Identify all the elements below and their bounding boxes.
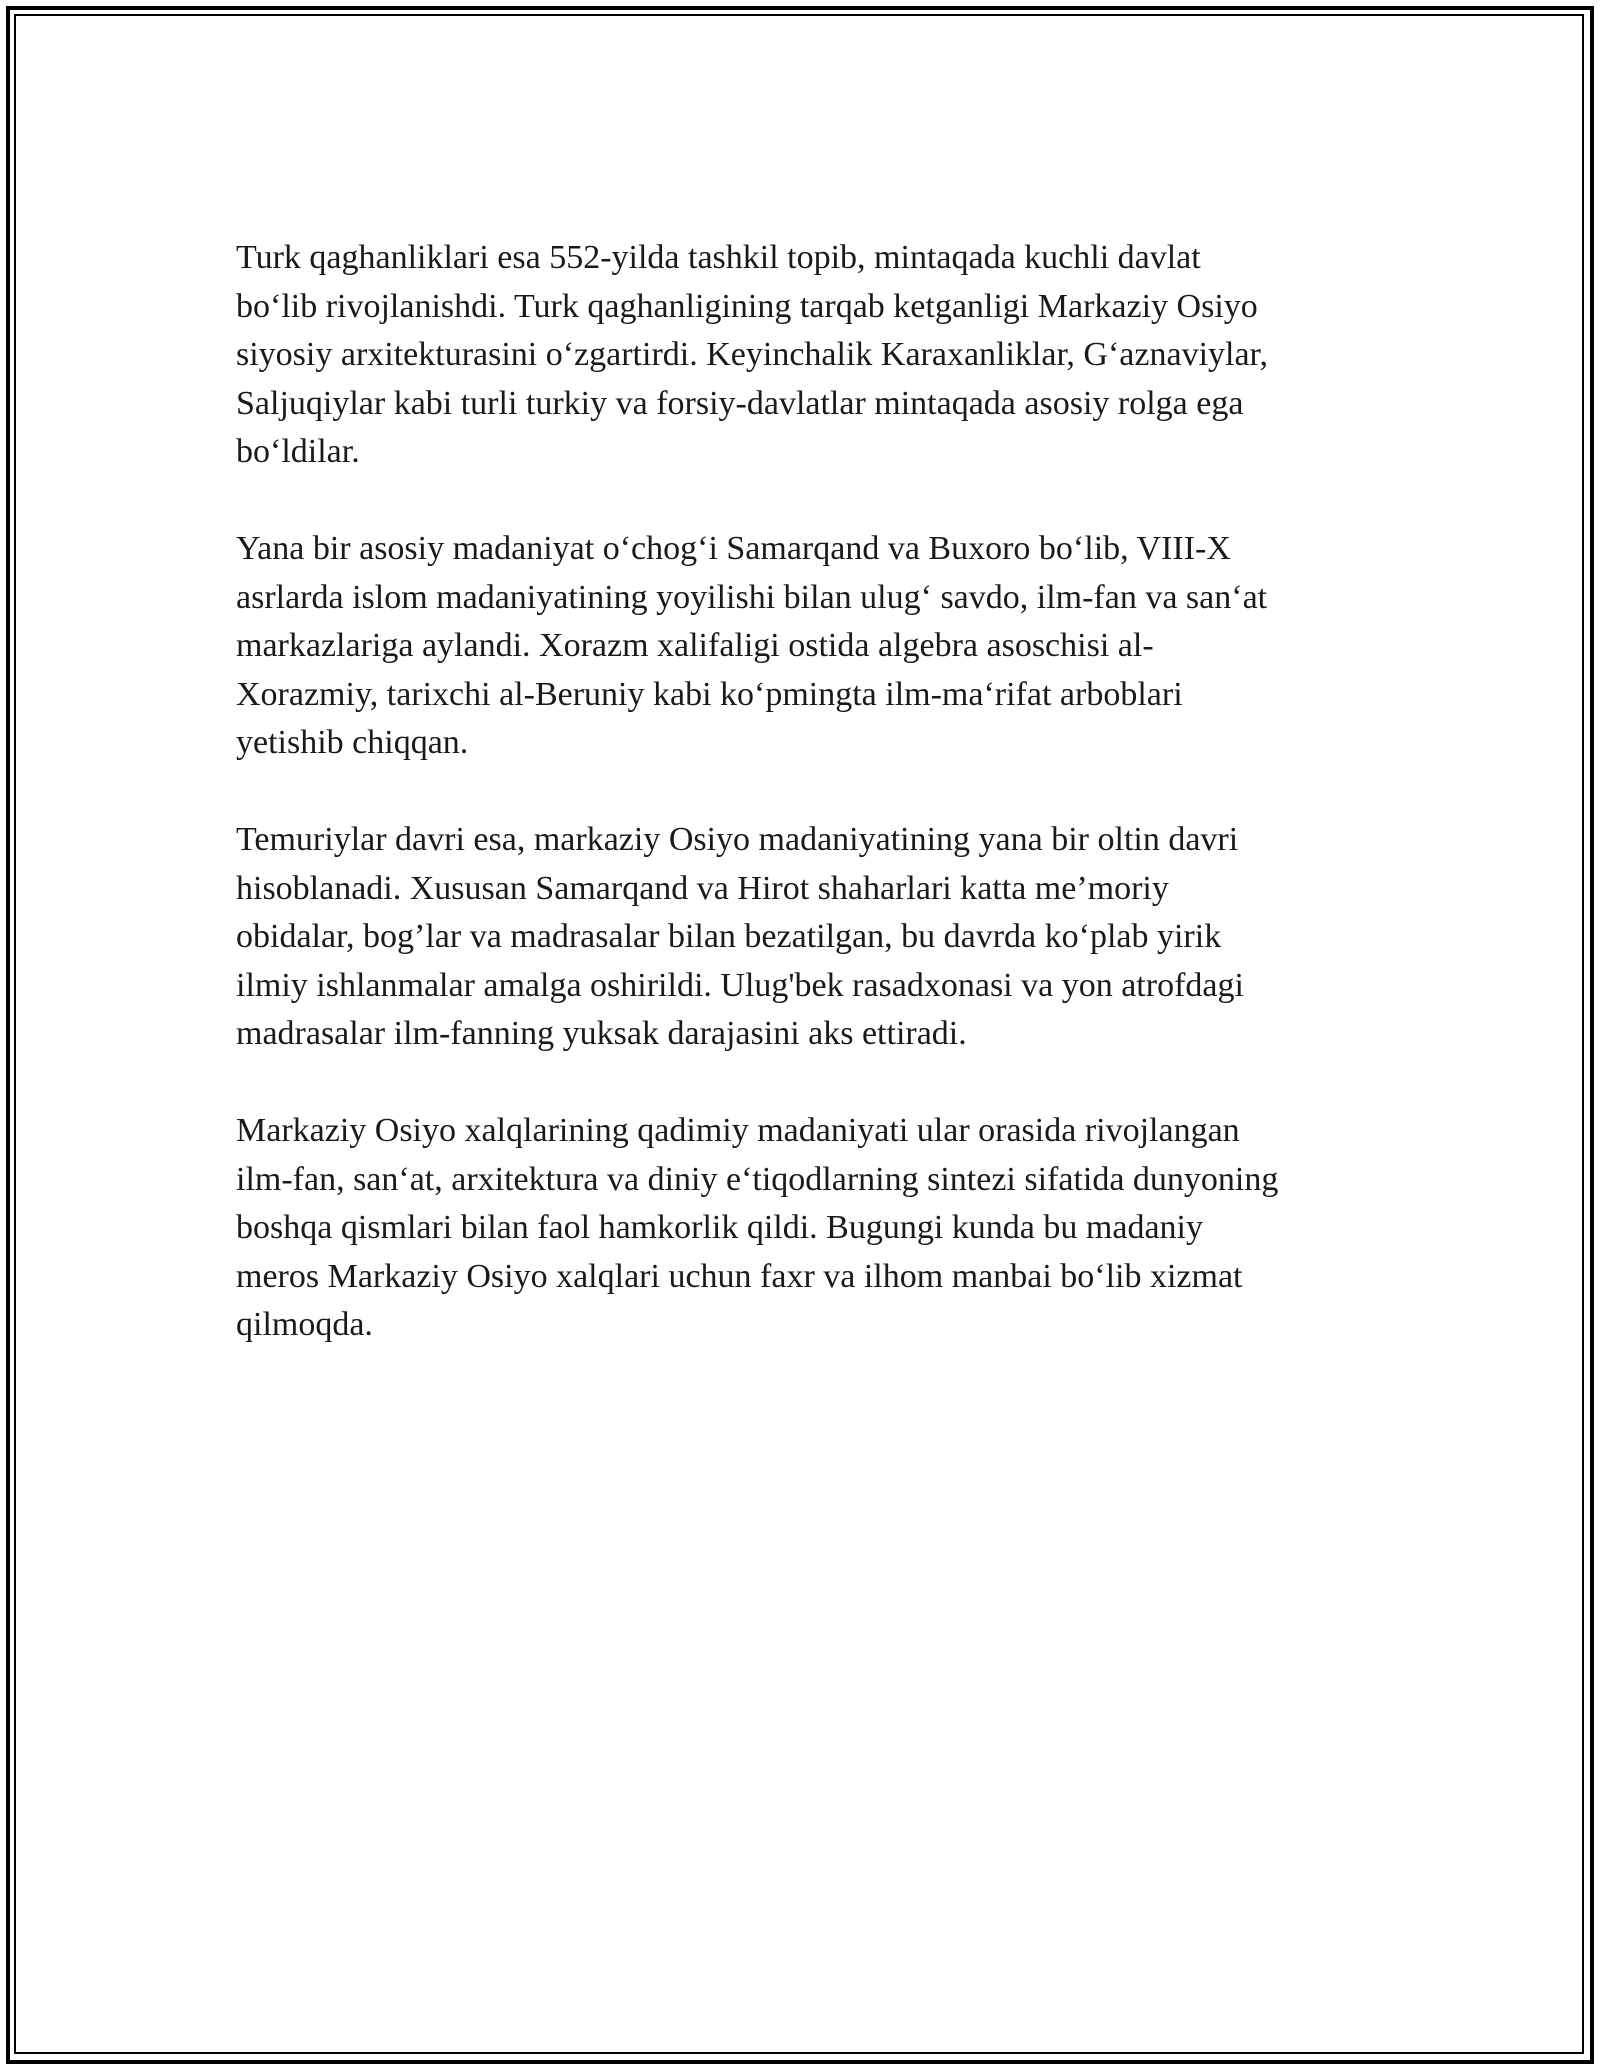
text-line: Turk qaghanliklari esa 552-yilda tashkil topib, mintaqada kuchli davlat (236, 239, 1201, 276)
text-line: bo‘lib rivojlanishdi. Turk qaghanligining tarqab ketganligi Markaziy Osiyo (236, 287, 1258, 325)
text-line: qilmoqda. (236, 1306, 373, 1343)
text-line: Saljuqiylar kabi turli turkiy va forsiy-davlatlar mintaqada asosiy rolga ega (236, 384, 1244, 422)
text-line: asrlarda islom madaniyatining yoyilishi bilan ulug‘ savdo, ilm-fan va san‘at (236, 578, 1268, 616)
document-body (236, 234, 1376, 1398)
text-line: siyosiy arxitekturasini o‘zgartirdi. Keyinchalik Karaxanliklar, G‘aznaviylar, (236, 336, 1269, 373)
text-line: hisoblanadi. Xususan Samarqand va Hirot shaharlari katta me’moriy (236, 869, 1169, 907)
text-line: meros Markaziy Osiyo xalqlari uchun faxr va ilhom manbai bo‘lib xizmat (236, 1257, 1243, 1295)
text-line: bo‘ldilar. (236, 433, 360, 470)
paragraph-markaziy-osiyo (236, 1107, 1376, 1350)
text-line: obidalar, bog’lar va madrasalar bilan bezatilgan, bu davrda ko‘plab yirik (236, 918, 1222, 955)
text-line: Yana bir asosiy madaniyat o‘chog‘i Samarqand va Buxoro bo‘lib, VIII-X (236, 530, 1231, 567)
text-line: Temuriylar davri esa, markaziy Osiyo madaniyatining yana bir oltin davri (236, 821, 1239, 858)
text-line: Xorazmiy, tarixchi al-Beruniy kabi ko‘pmingta ilm-ma‘rifat arboblari (236, 675, 1183, 713)
text-line: ilmiy ishlanmalar amalga oshirildi. Ulug'bek rasadxonasi va yon atrofdagi (236, 966, 1244, 1004)
paragraph-turk-qaghanliklari (236, 234, 1376, 477)
text-line: madrasalar ilm-fanning yuksak darajasini aks ettiradi. (236, 1015, 967, 1052)
text-line: markazlariga aylandi. Xorazm xalifaligi ostida algebra asoschisi al- (236, 627, 1154, 664)
text-line: boshqa qismlari bilan faol hamkorlik qildi. Bugungi kunda bu madaniy (236, 1209, 1203, 1246)
text-line: yetishib chiqqan. (236, 724, 469, 761)
paragraph-temuriylar (236, 816, 1376, 1059)
text-line: Markaziy Osiyo xalqlarining qadimiy madaniyati ular orasida rivojlangan (236, 1112, 1240, 1149)
text-line: ilm-fan, san‘at, arxitektura va diniy e‘tiqodlarning sintezi sifatida dunyoning (236, 1160, 1279, 1198)
paragraph-samarqand-buxoro (236, 525, 1376, 768)
